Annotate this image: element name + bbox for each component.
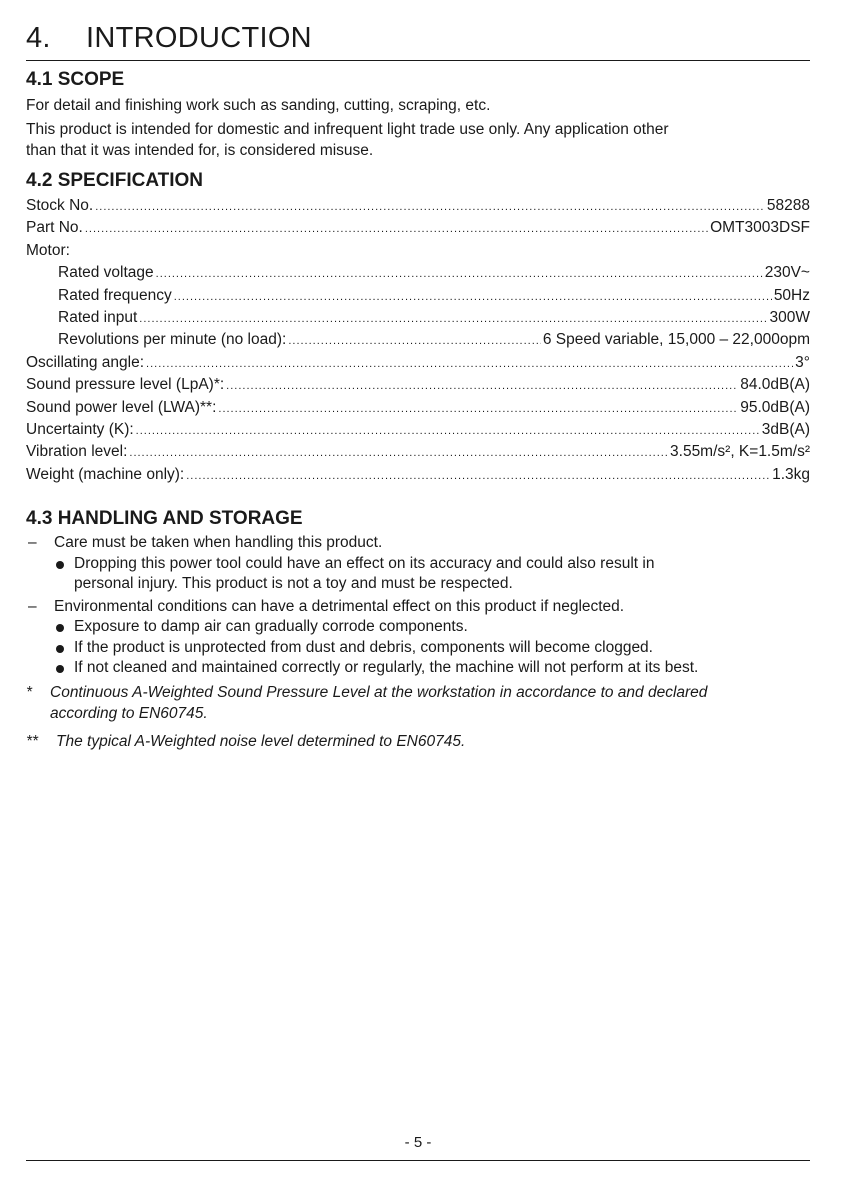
bullet-text: Exposure to damp air can gradually corrode components.: [74, 618, 468, 635]
spec-value: 6 Speed variable, 15,000 – 22,000opm: [542, 331, 810, 349]
spec-value: 95.0dB(A): [740, 398, 810, 416]
spec-label: Part No.: [26, 219, 83, 237]
spec-label: Weight (machine only):: [26, 465, 185, 483]
spec-row-oscillating-angle: [26, 352, 810, 374]
spec-row-rated-frequency: [26, 285, 810, 307]
list-item: [26, 597, 810, 618]
spec-value: 3dB(A): [761, 420, 810, 438]
spec-label: Sound pressure level (LpA)*:: [26, 376, 225, 394]
dot-leader: [174, 286, 772, 308]
bullet-text-line-2: personal injury. This product is not a toy and must be respected.: [74, 575, 513, 592]
list-item-text: Care must be taken when handling this product.: [54, 534, 383, 551]
spec-label: Uncertainty (K):: [26, 420, 134, 438]
specification-list: [26, 195, 810, 486]
list-item-text: Environmental conditions can have a detrimental effect on this product if neglected.: [54, 597, 625, 615]
spec-value: 58288: [766, 197, 810, 214]
footnote-mark: *: [26, 684, 33, 701]
bullet-item: [26, 617, 810, 638]
bullet-item: [26, 638, 810, 659]
dot-leader: [218, 398, 738, 420]
bullet-item: [26, 554, 810, 595]
spec-label: Oscillating angle:: [26, 353, 145, 371]
spec-label: Motor:: [26, 241, 70, 259]
scope-paragraph-2-line-2: than that it was intended for, is considered misuse.: [26, 142, 374, 159]
footnote-text: The typical A-Weighted noise level determined to EN60745.: [56, 733, 466, 750]
dot-leader: [129, 442, 668, 464]
chapter-number: 4.: [26, 22, 51, 54]
footnotes: [26, 683, 810, 753]
bullet-icon: [56, 665, 64, 673]
footnote-2: [26, 732, 810, 753]
dot-leader: [95, 196, 765, 218]
dash-marker: –: [28, 597, 37, 615]
spec-value: OMT3003DSF: [710, 219, 810, 237]
dot-leader: [85, 218, 708, 240]
spec-row-stock-no: [26, 195, 810, 217]
dot-leader: [146, 353, 793, 375]
spec-row-uncertainty: [26, 419, 810, 441]
bullet-item: [26, 658, 810, 679]
dot-leader: [226, 375, 738, 397]
dot-leader: [288, 330, 541, 352]
spec-row-part-no: [26, 217, 810, 239]
scope-heading: 4.1 SCOPE: [26, 69, 125, 90]
dash-marker: –: [28, 534, 37, 551]
spec-row-sound-power: [26, 397, 810, 419]
footnote-mark: **: [26, 733, 39, 750]
page-number: - 5 -: [404, 1134, 432, 1151]
chapter-title: [26, 20, 312, 56]
spec-value: 300W: [769, 308, 810, 326]
bullet-icon: [56, 624, 64, 632]
dot-leader: [156, 263, 763, 285]
bullet-icon: [56, 645, 64, 653]
scope-paragraph-1: For detail and finishing work such as sanding, cutting, scraping, etc.: [26, 97, 491, 114]
handling-heading: 4.3 HANDLING AND STORAGE: [26, 508, 303, 529]
spec-value: 230V~: [764, 264, 810, 282]
bottom-divider: [26, 1160, 810, 1161]
handling-list: [26, 533, 810, 679]
dot-leader: [186, 465, 770, 487]
footnote-text-line-2: according to EN60745.: [50, 704, 208, 722]
spec-row-weight: [26, 464, 810, 486]
spec-value: 50Hz: [773, 286, 810, 304]
spec-label: Rated voltage: [58, 264, 154, 282]
spec-value: 1.3kg: [772, 465, 810, 483]
dot-leader: [139, 308, 767, 330]
spec-label: Stock No.: [26, 197, 94, 214]
footnote-1: [26, 683, 810, 724]
spec-label: Revolutions per minute (no load):: [58, 331, 287, 349]
top-divider: [26, 60, 810, 61]
spec-label: Rated frequency: [58, 286, 172, 304]
spec-row-motor: [26, 240, 810, 262]
spec-row-sound-pressure: [26, 374, 810, 396]
specification-heading: 4.2 SPECIFICATION: [26, 170, 204, 191]
bullet-icon: [56, 561, 64, 569]
dot-leader: [136, 420, 760, 442]
spec-row-rated-voltage: [26, 262, 810, 284]
spec-value: 84.0dB(A): [740, 376, 810, 394]
footnote-text-line-1: Continuous A-Weighted Sound Pressure Level at the workstation in accordance to and declared: [50, 684, 708, 701]
spec-value: 3°: [795, 353, 810, 371]
spec-row-vibration: [26, 441, 810, 463]
bullet-text: If not cleaned and maintained correctly or regularly, the machine will not perform at its best.: [74, 659, 699, 676]
spec-value: 3.55m/s², K=1.5m/s²: [670, 443, 810, 461]
spec-label: Sound power level (LWA)**:: [26, 398, 217, 416]
spec-label: Vibration level:: [26, 443, 128, 461]
chapter-title-text: INTRODUCTION: [86, 22, 312, 54]
spec-label: Rated input: [58, 308, 138, 326]
list-item: [26, 533, 810, 554]
bullet-text-line-1: Dropping this power tool could have an effect on its accuracy and could also result in: [74, 554, 655, 572]
spec-row-revolutions: [26, 329, 810, 351]
spec-row-rated-input: [26, 307, 810, 329]
bullet-text: If the product is unprotected from dust and debris, components will become clogged.: [74, 638, 653, 656]
scope-paragraph-2-line-1: This product is intended for domestic and infrequent light trade use only. Any application other: [26, 121, 669, 138]
